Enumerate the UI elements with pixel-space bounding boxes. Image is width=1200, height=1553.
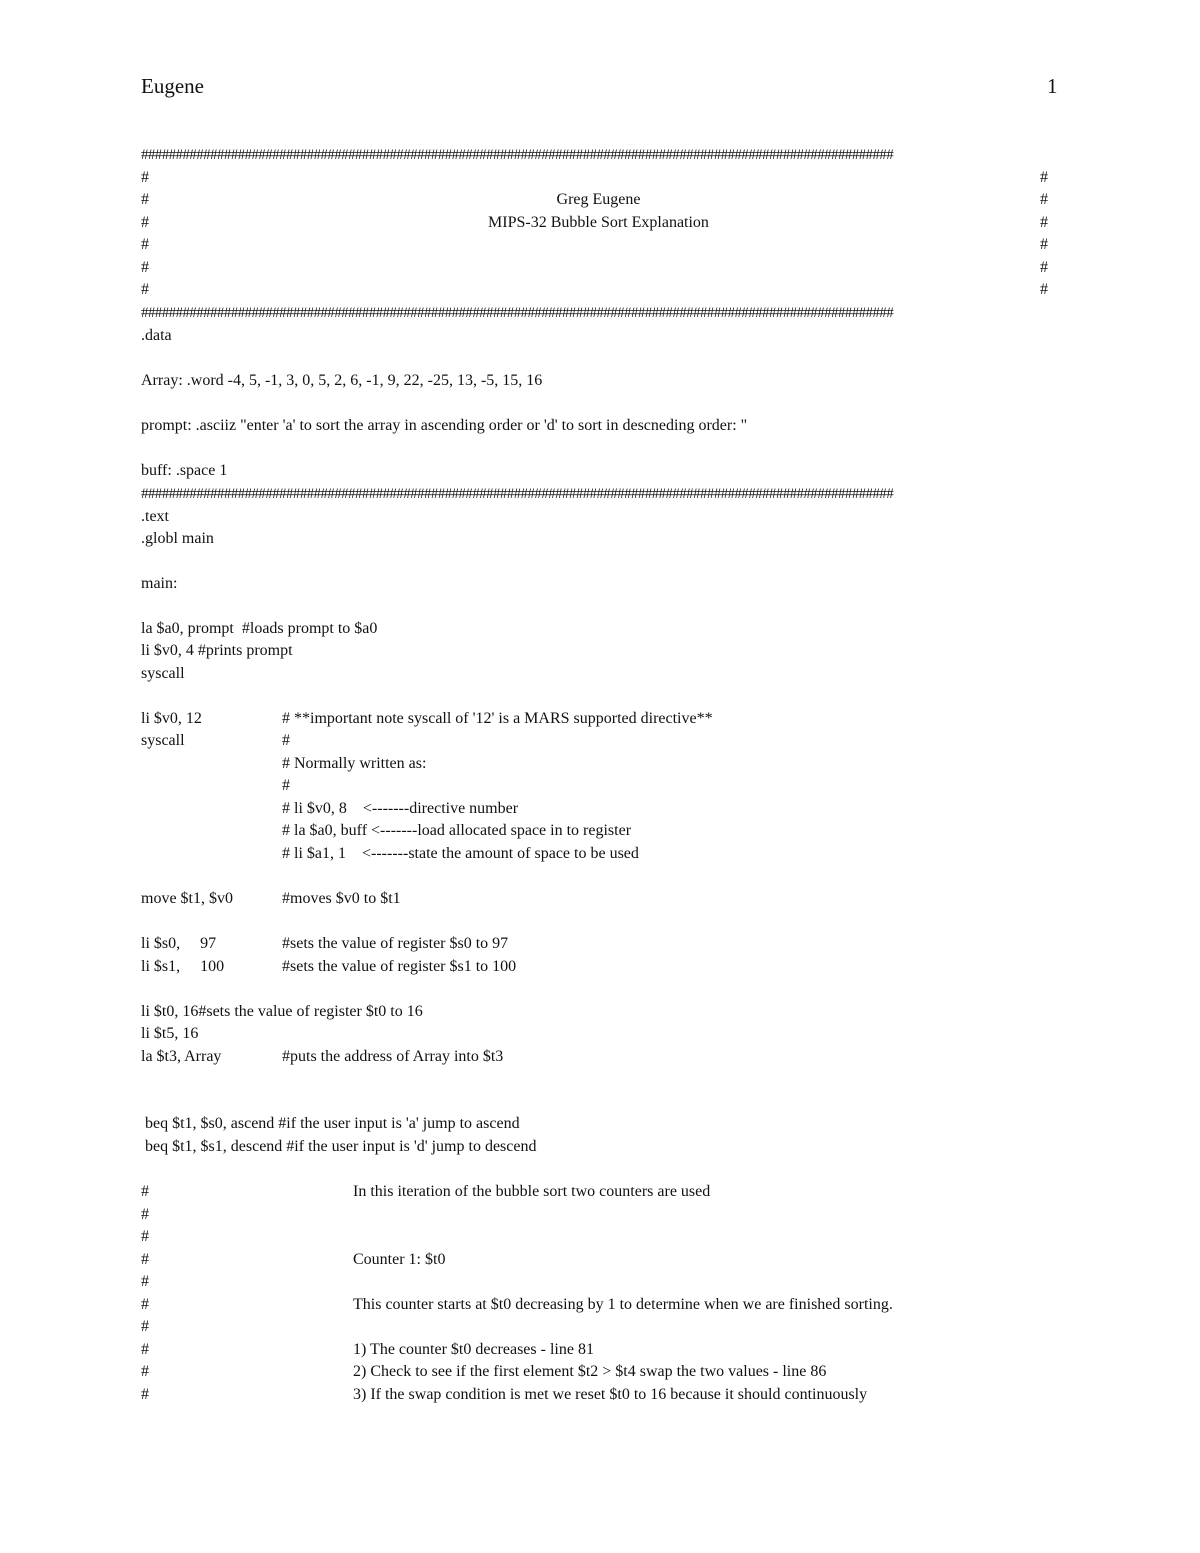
explanation-text: This counter starts at $t0 decreasing by 1 to determine when we are finished sorting. bbox=[353, 1296, 893, 1313]
code-line: li $v0, 4 #prints prompt bbox=[141, 642, 293, 659]
array-declaration: Array: .word -4, 5, -1, 3, 0, 5, 2, 6, -1, 9, 22, -25, 13, -5, 15, 16 bbox=[141, 372, 543, 389]
comment-hash: # bbox=[141, 1296, 149, 1313]
comment-hash: # bbox=[141, 1228, 149, 1245]
hash-rule-bottom: ############################################################################################################# bbox=[141, 305, 894, 321]
text-directive: .text bbox=[141, 508, 169, 525]
code-line: la $t3, Array bbox=[141, 1048, 222, 1065]
banner-hash-right: # bbox=[1040, 214, 1048, 231]
code-comment: #moves $v0 to $t1 bbox=[282, 890, 401, 907]
explanation-text: In this iteration of the bubble sort two counters are used bbox=[353, 1183, 711, 1200]
code-comment: # **important note syscall of '12' is a MARS supported directive** bbox=[282, 710, 713, 727]
comment-hash: # bbox=[141, 1386, 149, 1403]
code-comment: # bbox=[282, 777, 290, 794]
banner-hash-left: # bbox=[141, 281, 149, 298]
banner-hash-left: # bbox=[141, 191, 149, 208]
prompt-declaration: prompt: .asciiz "enter 'a' to sort the array in ascending order or 'd' to sort in descneding order: " bbox=[141, 417, 748, 434]
code-comment: # li $v0, 8 <-------directive number bbox=[282, 800, 519, 817]
explanation-text: Counter 1: $t0 bbox=[353, 1251, 446, 1268]
banner-name: Greg Eugene bbox=[556, 191, 641, 208]
code-line: syscall bbox=[141, 732, 185, 749]
explanation-step: 1) The counter $t0 decreases - line 81 bbox=[353, 1341, 594, 1358]
code-line: beq $t1, $s1, descend #if the user input is 'd' jump to descend bbox=[141, 1138, 537, 1155]
main-label: main: bbox=[141, 575, 178, 592]
banner-hash-right: # bbox=[1040, 169, 1048, 186]
code-line: syscall bbox=[141, 665, 185, 682]
buff-declaration: buff: .space 1 bbox=[141, 462, 228, 479]
hash-rule-top: ############################################################################################################# bbox=[141, 147, 894, 163]
comment-hash: # bbox=[141, 1183, 149, 1200]
banner-hash-right: # bbox=[1040, 281, 1048, 298]
header-page-number: 1 bbox=[1047, 74, 1058, 98]
banner-hash-left: # bbox=[141, 214, 149, 231]
banner-hash-right: # bbox=[1040, 191, 1048, 208]
data-directive: .data bbox=[141, 327, 172, 344]
comment-hash: # bbox=[141, 1206, 149, 1223]
code-line: move $t1, $v0 bbox=[141, 890, 233, 907]
code-line: li $s0, 97 bbox=[141, 935, 217, 952]
banner-subtitle: MIPS-32 Bubble Sort Explanation bbox=[488, 214, 709, 231]
explanation-step: 3) If the swap condition is met we reset $t0 to 16 because it should continuously bbox=[353, 1386, 868, 1403]
banner-hash-right: # bbox=[1040, 236, 1048, 253]
code-line: beq $t1, $s0, ascend #if the user input is 'a' jump to ascend bbox=[141, 1115, 520, 1132]
code-comment: # la $a0, buff <-------load allocated space in to register bbox=[282, 822, 632, 839]
banner-hash-right: # bbox=[1040, 259, 1048, 276]
comment-hash: # bbox=[141, 1363, 149, 1380]
comment-hash: # bbox=[141, 1273, 149, 1290]
banner-hash-left: # bbox=[141, 259, 149, 276]
code-comment: # Normally written as: bbox=[282, 755, 427, 772]
code-comment: # bbox=[282, 732, 290, 749]
code-line: li $v0, 12 bbox=[141, 710, 202, 727]
code-comment: #sets the value of register $s1 to 100 bbox=[282, 958, 517, 975]
comment-hash: # bbox=[141, 1251, 149, 1268]
code-line: li $t0, 16#sets the value of register $t0 to 16 bbox=[141, 1003, 423, 1020]
code-line: li $s1, 100 bbox=[141, 958, 225, 975]
code-line: la $a0, prompt #loads prompt to $a0 bbox=[141, 620, 378, 637]
explanation-step: 2) Check to see if the first element $t2 > $t4 swap the two values - line 86 bbox=[353, 1363, 827, 1380]
comment-hash: # bbox=[141, 1318, 149, 1335]
header-author: Eugene bbox=[141, 74, 204, 98]
comment-hash: # bbox=[141, 1341, 149, 1358]
code-comment: #sets the value of register $s0 to 97 bbox=[282, 935, 509, 952]
code-comment: # li $a1, 1 <-------state the amount of space to be used bbox=[282, 845, 639, 862]
code-line: li $t5, 16 bbox=[141, 1025, 199, 1042]
code-comment: #puts the address of Array into $t3 bbox=[282, 1048, 504, 1065]
hash-rule-separator: ############################################################################################################# bbox=[141, 486, 894, 502]
banner-hash-left: # bbox=[141, 169, 149, 186]
globl-directive: .globl main bbox=[141, 530, 214, 547]
banner-hash-left: # bbox=[141, 236, 149, 253]
